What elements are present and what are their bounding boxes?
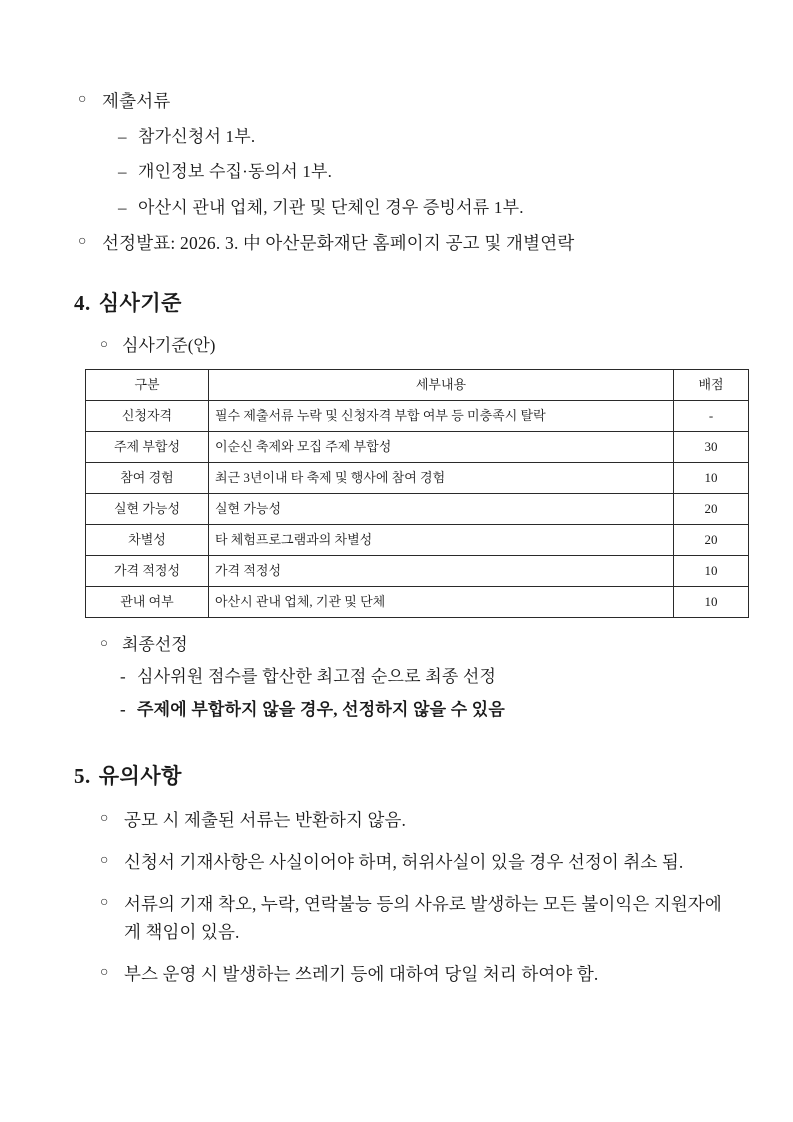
dash-bullet-icon: - — [120, 699, 126, 719]
submission-item — [78, 159, 738, 185]
cell-score: 10 — [674, 586, 749, 617]
notice-item — [78, 848, 738, 876]
submission-item-text: 아산시 관내 업체, 기관 및 단체인 경우 증빙서류 1부. — [138, 197, 524, 217]
dash-bullet-icon: – — [118, 127, 127, 147]
circle-bullet-icon: ○ — [100, 853, 109, 869]
circle-bullet-icon: ○ — [100, 336, 108, 352]
final-selection-heading: 최종선정 — [122, 634, 188, 654]
cell-division: 참여 경험 — [86, 462, 209, 493]
submission-heading-row — [78, 88, 738, 115]
circle-bullet-icon: ○ — [78, 234, 87, 250]
final-selection-item — [78, 697, 738, 723]
table-row — [86, 524, 749, 555]
criteria-subheading-row — [78, 333, 738, 359]
submission-heading: 제출서류 — [102, 91, 171, 111]
column-header-score: 배점 — [674, 369, 749, 400]
cell-score: 10 — [674, 555, 749, 586]
notice-item-text: 공모 시 제출된 서류는 반환하지 않음. — [124, 810, 406, 831]
cell-detail: 타 체험프로그램과의 차별성 — [209, 524, 674, 555]
section-4-number: 4. — [74, 291, 91, 316]
criteria-subheading: 심사기준(안) — [122, 336, 216, 356]
document-content — [74, 88, 738, 1002]
cell-detail: 실현 가능성 — [209, 493, 674, 524]
notice-item — [78, 806, 738, 834]
section-5-title: 유의사항 — [98, 764, 182, 789]
cell-detail: 아산시 관내 업체, 기관 및 단체 — [209, 586, 674, 617]
notice-item-text: 부스 운영 시 발생하는 쓰레기 등에 대하여 당일 처리 하여야 함. — [124, 964, 599, 985]
table-header-row — [86, 369, 749, 400]
criteria-table — [85, 369, 749, 618]
notice-item — [78, 890, 738, 946]
section-5-number: 5. — [74, 764, 91, 789]
section-4-heading — [74, 287, 738, 317]
dash-bullet-icon: – — [118, 162, 127, 182]
notice-item-text: 서류의 기재 착오, 누락, 연락불능 등의 사유로 발생하는 모든 불이익은 지원자에게 책임이 있음. — [124, 894, 722, 943]
circle-bullet-icon: ○ — [100, 634, 108, 650]
dash-bullet-icon: - — [120, 667, 126, 687]
section-5-heading — [74, 760, 738, 790]
cell-division: 차별성 — [86, 524, 209, 555]
announcement-text: 선정발표: 2026. 3. 中 아산문화재단 홈페이지 공고 및 개별연락 — [102, 233, 575, 254]
announcement-row — [78, 230, 738, 257]
table-row — [86, 555, 749, 586]
cell-score: 20 — [674, 524, 749, 555]
cell-score: 10 — [674, 462, 749, 493]
table-row — [86, 431, 749, 462]
column-header-division: 구분 — [86, 369, 209, 400]
cell-detail: 필수 제출서류 누락 및 신청자격 부합 여부 등 미충족시 탈락 — [209, 400, 674, 431]
cell-score: 20 — [674, 493, 749, 524]
final-selection-item-text: 주제에 부합하지 않을 경우, 선정하지 않을 수 있음 — [137, 699, 506, 719]
cell-score: - — [674, 400, 749, 431]
circle-bullet-icon: ○ — [100, 811, 109, 827]
submission-item-text: 개인정보 수집·동의서 1부. — [138, 162, 333, 182]
submission-item — [78, 195, 738, 221]
table-row — [86, 493, 749, 524]
circle-bullet-icon: ○ — [100, 965, 109, 981]
submission-item-text: 참가신청서 1부. — [138, 127, 256, 147]
final-selection-item — [78, 664, 738, 690]
cell-division: 가격 적정성 — [86, 555, 209, 586]
dash-bullet-icon: – — [118, 197, 127, 217]
cell-division: 관내 여부 — [86, 586, 209, 617]
cell-division: 실현 가능성 — [86, 493, 209, 524]
section-4-title: 심사기준 — [98, 291, 182, 316]
final-selection-item-text: 심사위원 점수를 합산한 최고점 순으로 최종 선정 — [137, 667, 497, 687]
table-row — [86, 462, 749, 493]
notice-item — [78, 960, 738, 988]
cell-division: 신청자격 — [86, 400, 209, 431]
column-header-detail: 세부내용 — [209, 369, 674, 400]
cell-detail: 가격 적정성 — [209, 555, 674, 586]
circle-bullet-icon: ○ — [78, 92, 87, 107]
final-selection-heading-row — [78, 632, 738, 658]
circle-bullet-icon: ○ — [100, 895, 109, 911]
cell-division: 주제 부합성 — [86, 431, 209, 462]
table-row — [86, 586, 749, 617]
notice-item-text: 신청서 기재사항은 사실이어야 하며, 허위사실이 있을 경우 선정이 취소 됨. — [124, 852, 684, 873]
cell-score: 30 — [674, 431, 749, 462]
table-row — [86, 400, 749, 431]
cell-detail: 최근 3년이내 타 축제 및 행사에 참여 경험 — [209, 462, 674, 493]
submission-item — [78, 124, 738, 150]
cell-detail: 이순신 축제와 모집 주제 부합성 — [209, 431, 674, 462]
